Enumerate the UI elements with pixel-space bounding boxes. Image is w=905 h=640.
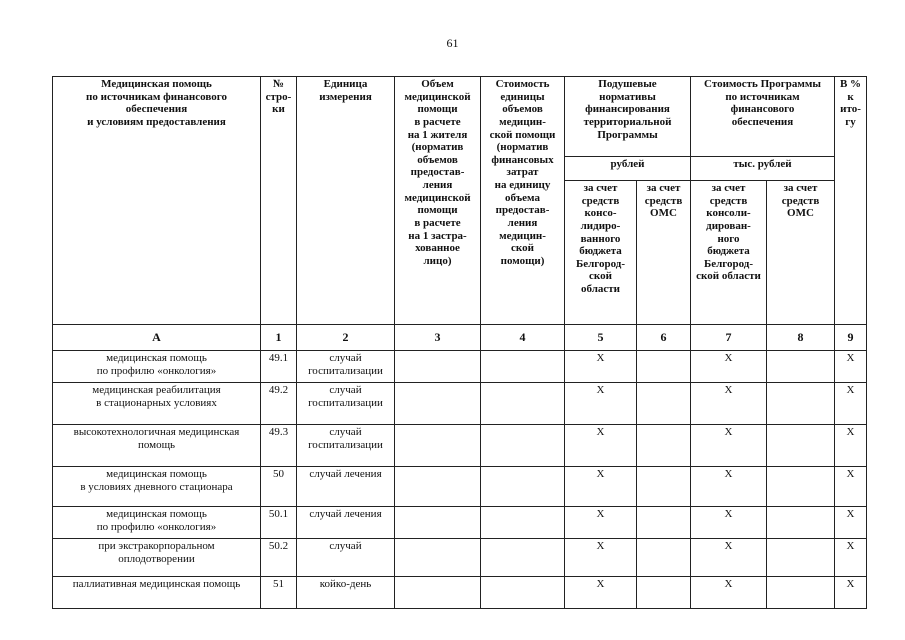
care-type-cell: медицинская помощь по профилю «онкология» bbox=[53, 507, 261, 539]
per-capita-budget-cell: Х bbox=[565, 539, 637, 577]
column-number: 4 bbox=[481, 325, 565, 351]
unit-cell: случай госпитализации bbox=[297, 425, 395, 467]
per-capita-budget-cell: Х bbox=[565, 467, 637, 507]
per-capita-budget-cell: Х bbox=[565, 383, 637, 425]
unit-cell: случай bbox=[297, 539, 395, 577]
unit-cost-cell bbox=[481, 577, 565, 609]
program-oms-cell bbox=[767, 425, 835, 467]
unit-cost-cell bbox=[481, 507, 565, 539]
column-number: 8 bbox=[767, 325, 835, 351]
volume-cell bbox=[395, 351, 481, 383]
column-numbers-row bbox=[53, 325, 867, 351]
header-budget-5: за счет средств консо- лидиро- ванного бюджета Белгород- ской области bbox=[565, 181, 637, 325]
percent-cell: Х bbox=[835, 577, 867, 609]
unit-cost-cell bbox=[481, 383, 565, 425]
care-type-cell: медицинская помощь в условиях дневного стационара bbox=[53, 467, 261, 507]
care-type-cell: медицинская реабилитация в стационарных условиях bbox=[53, 383, 261, 425]
column-number: 2 bbox=[297, 325, 395, 351]
volume-cell bbox=[395, 383, 481, 425]
percent-cell: Х bbox=[835, 467, 867, 507]
unit-cost-cell bbox=[481, 539, 565, 577]
program-oms-cell bbox=[767, 351, 835, 383]
percent-cell: Х bbox=[835, 507, 867, 539]
table-row bbox=[53, 539, 867, 577]
header-per-capita: Подушевые нормативы финансирования территориальной Программы bbox=[565, 77, 691, 157]
header-oms-6: за счет средств ОМС bbox=[637, 181, 691, 325]
column-number: 1 bbox=[261, 325, 297, 351]
row-number-cell: 50 bbox=[261, 467, 297, 507]
program-oms-cell bbox=[767, 507, 835, 539]
percent-cell: Х bbox=[835, 383, 867, 425]
volume-cell bbox=[395, 425, 481, 467]
program-oms-cell bbox=[767, 383, 835, 425]
row-number-cell: 49.3 bbox=[261, 425, 297, 467]
financing-table bbox=[52, 76, 867, 609]
row-number-cell: 49.1 bbox=[261, 351, 297, 383]
per-capita-oms-cell bbox=[637, 425, 691, 467]
per-capita-budget-cell: Х bbox=[565, 425, 637, 467]
program-budget-cell: Х bbox=[691, 425, 767, 467]
header-volume: Объем медицинской помощи в расчете на 1 жителя (норматив объемов предостав- ления медицинской помощи в расчете на 1 застра- хованное лицо) bbox=[395, 77, 481, 325]
program-budget-cell: Х bbox=[691, 467, 767, 507]
page-number: 61 bbox=[446, 36, 459, 50]
unit-cell: случай лечения bbox=[297, 507, 395, 539]
unit-cell: случай лечения bbox=[297, 467, 395, 507]
header-unit-cost: Стоимость единицы объемов медицин- ской помощи (норматив финансовых затрат на единицу объема предостав- ления медицин- ской помощи) bbox=[481, 77, 565, 325]
volume-cell bbox=[395, 507, 481, 539]
table-body bbox=[53, 351, 867, 609]
header-unit-rubles: рублей bbox=[565, 157, 691, 181]
header-row-number: № стро- ки bbox=[261, 77, 297, 325]
row-number-cell: 51 bbox=[261, 577, 297, 609]
per-capita-oms-cell bbox=[637, 577, 691, 609]
program-budget-cell: Х bbox=[691, 539, 767, 577]
care-type-cell: паллиативная медицинская помощь bbox=[53, 577, 261, 609]
per-capita-oms-cell bbox=[637, 383, 691, 425]
program-budget-cell: Х bbox=[691, 351, 767, 383]
column-number: 7 bbox=[691, 325, 767, 351]
volume-cell bbox=[395, 577, 481, 609]
per-capita-budget-cell: Х bbox=[565, 351, 637, 383]
header-unit-thousand-rubles: тыс. рублей bbox=[691, 157, 835, 181]
column-number: 9 bbox=[835, 325, 867, 351]
row-number-cell: 49.2 bbox=[261, 383, 297, 425]
header-unit: Единица измерения bbox=[297, 77, 395, 325]
row-number-cell: 50.1 bbox=[261, 507, 297, 539]
unit-cost-cell bbox=[481, 351, 565, 383]
percent-cell: Х bbox=[835, 425, 867, 467]
table-header bbox=[53, 77, 867, 351]
table-row bbox=[53, 425, 867, 467]
column-number: 5 bbox=[565, 325, 637, 351]
percent-cell: Х bbox=[835, 351, 867, 383]
header-oms-8: за счет средств ОМС bbox=[767, 181, 835, 325]
unit-cell: случай госпитализации bbox=[297, 351, 395, 383]
program-budget-cell: Х bbox=[691, 507, 767, 539]
volume-cell bbox=[395, 539, 481, 577]
per-capita-oms-cell bbox=[637, 467, 691, 507]
table-row bbox=[53, 383, 867, 425]
volume-cell bbox=[395, 467, 481, 507]
percent-cell: Х bbox=[835, 539, 867, 577]
care-type-cell: высокотехнологичная медицинская помощь bbox=[53, 425, 261, 467]
table-row bbox=[53, 507, 867, 539]
program-oms-cell bbox=[767, 539, 835, 577]
column-number: 6 bbox=[637, 325, 691, 351]
table-row bbox=[53, 467, 867, 507]
unit-cell: случай госпитализации bbox=[297, 383, 395, 425]
unit-cost-cell bbox=[481, 425, 565, 467]
per-capita-oms-cell bbox=[637, 539, 691, 577]
column-number: 3 bbox=[395, 325, 481, 351]
column-number: А bbox=[53, 325, 261, 351]
per-capita-budget-cell: Х bbox=[565, 507, 637, 539]
program-budget-cell: Х bbox=[691, 383, 767, 425]
header-percent: В % к ито- гу bbox=[835, 77, 867, 325]
unit-cost-cell bbox=[481, 467, 565, 507]
header-care-type: Медицинская помощь по источникам финансового обеспечения и условиям предоставления bbox=[53, 77, 261, 325]
program-budget-cell: Х bbox=[691, 577, 767, 609]
care-type-cell: при экстракорпоральном оплодотворении bbox=[53, 539, 261, 577]
header-program-cost: Стоимость Программы по источникам финансового обеспечения bbox=[691, 77, 835, 157]
row-number-cell: 50.2 bbox=[261, 539, 297, 577]
unit-cell: койко-день bbox=[297, 577, 395, 609]
care-type-cell: медицинская помощь по профилю «онкология» bbox=[53, 351, 261, 383]
header-budget-7: за счет средств консоли- дирован- ного бюджета Белгород- ской области bbox=[691, 181, 767, 325]
table-row bbox=[53, 577, 867, 609]
per-capita-oms-cell bbox=[637, 507, 691, 539]
program-oms-cell bbox=[767, 467, 835, 507]
per-capita-oms-cell bbox=[637, 351, 691, 383]
program-oms-cell bbox=[767, 577, 835, 609]
table-row bbox=[53, 351, 867, 383]
per-capita-budget-cell: Х bbox=[565, 577, 637, 609]
